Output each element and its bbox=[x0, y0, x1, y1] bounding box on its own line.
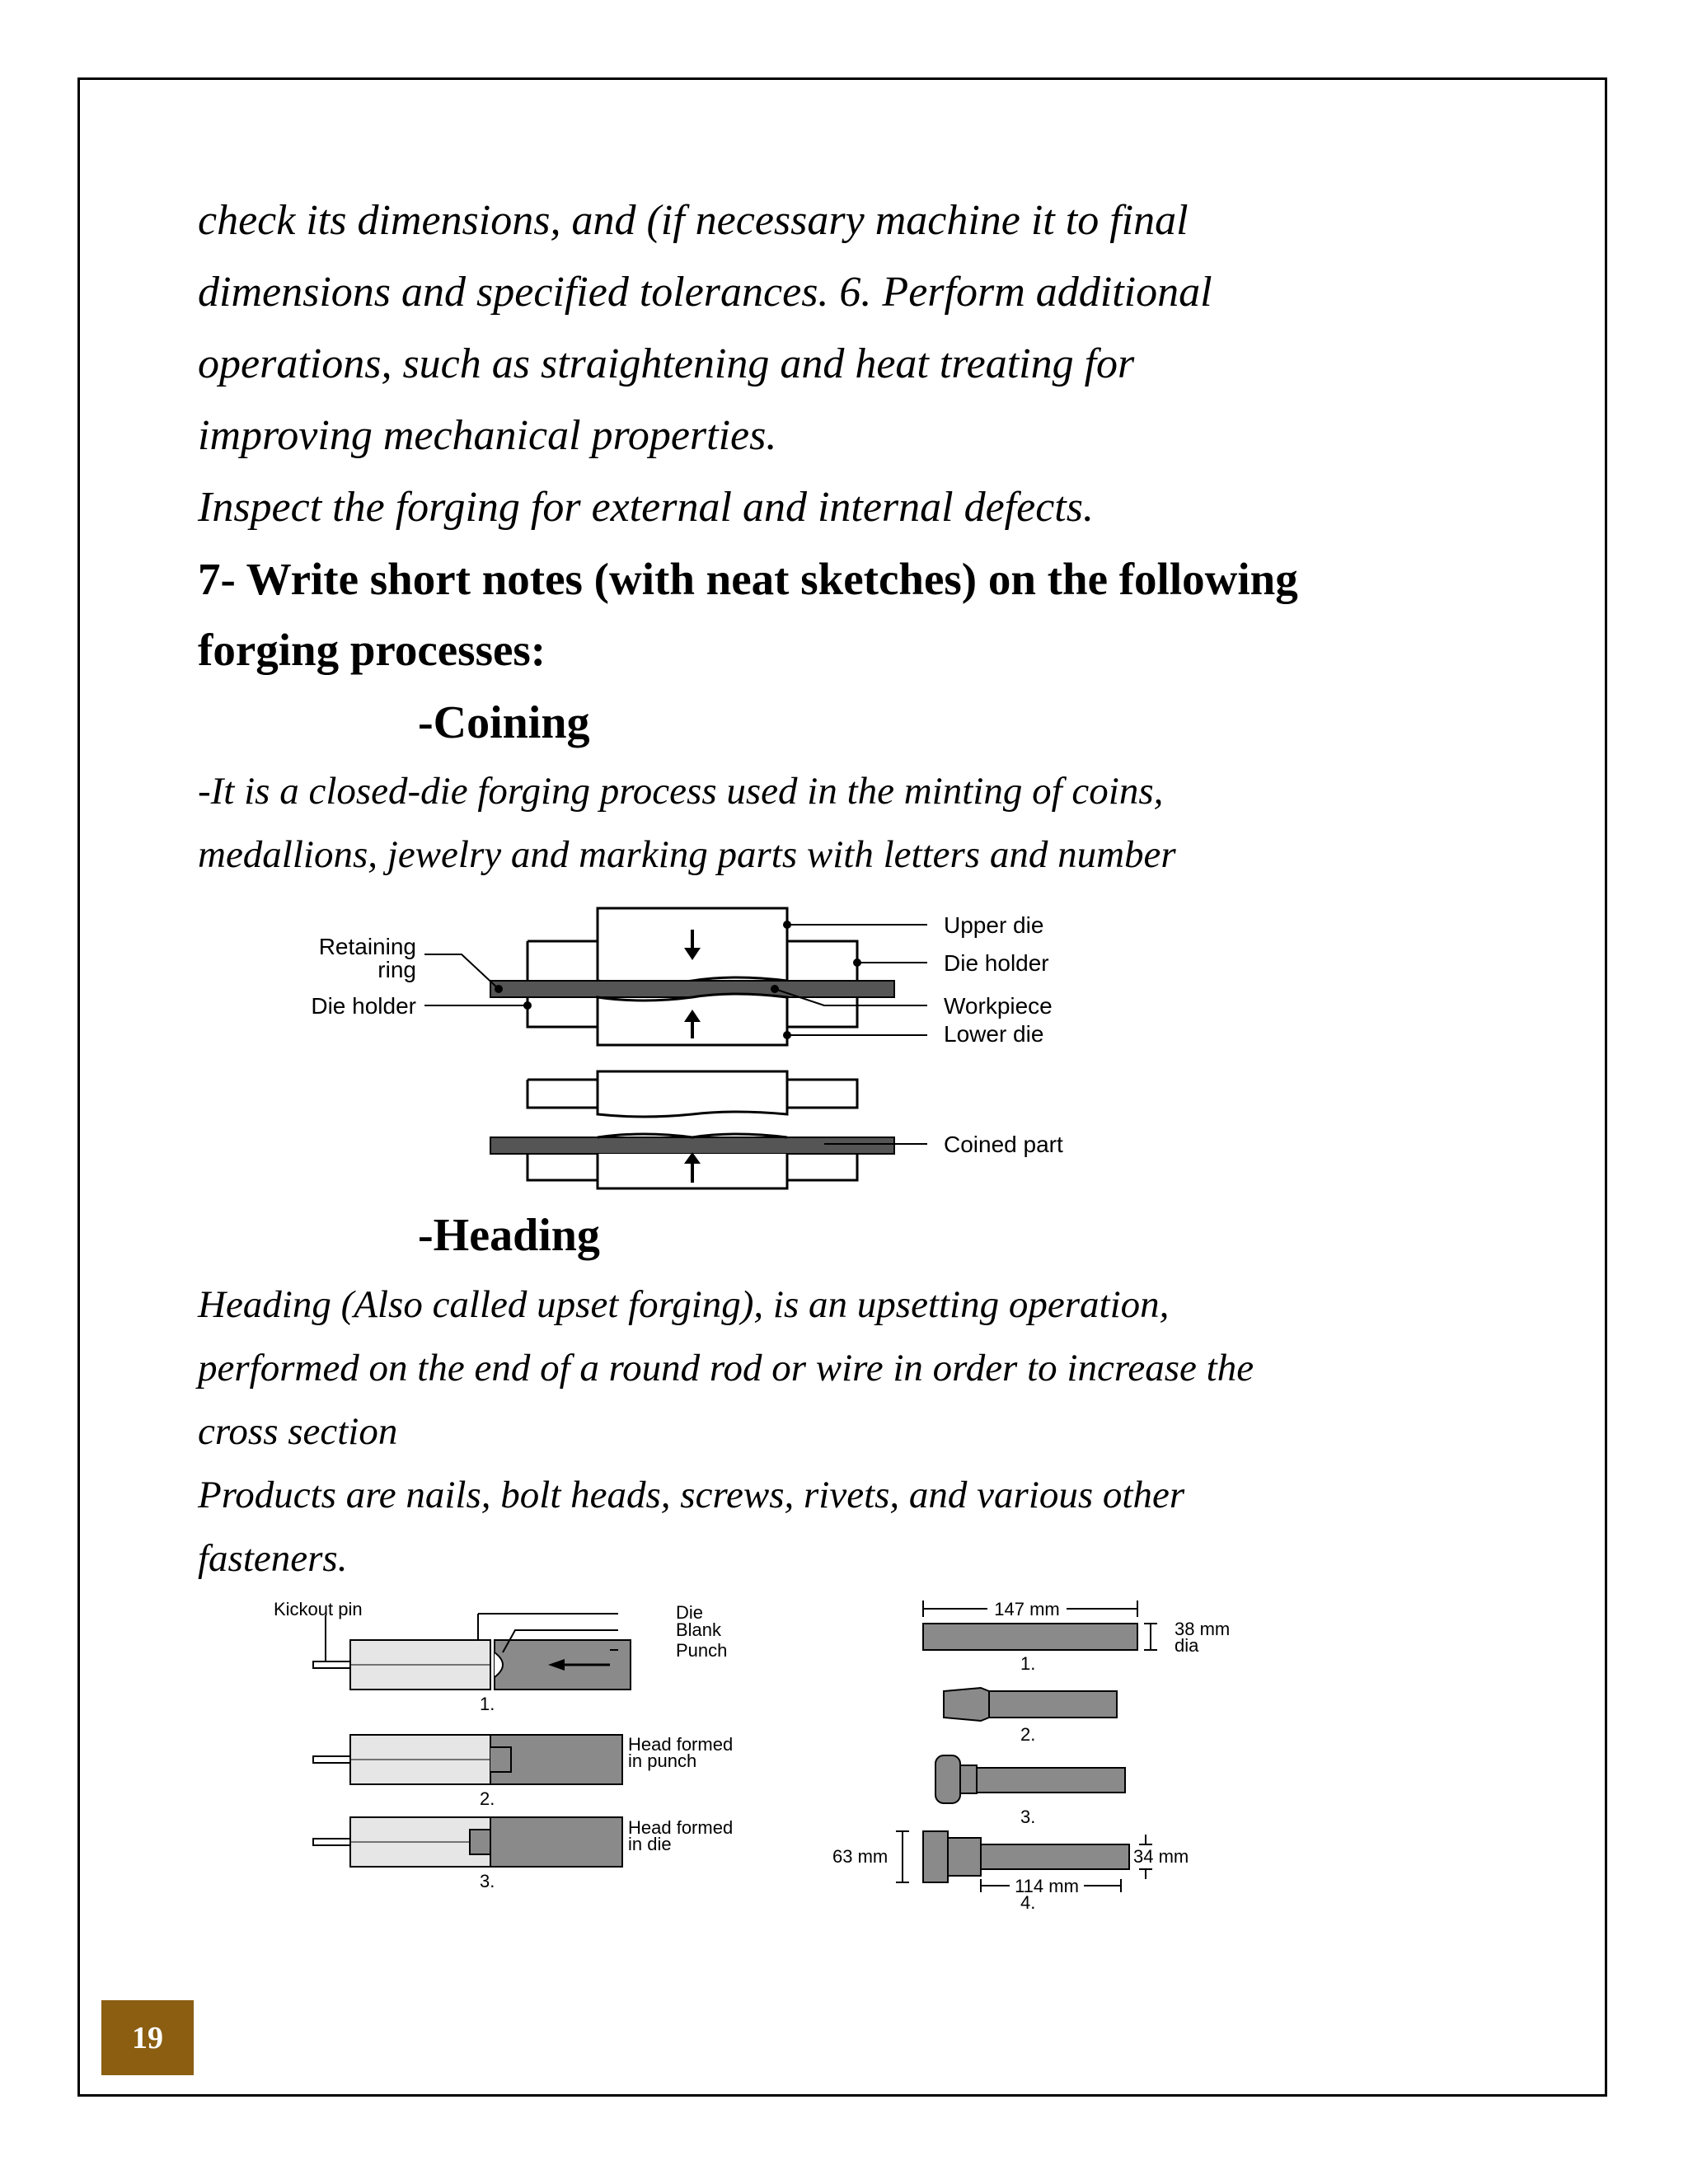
heading-line: cross section bbox=[198, 1410, 398, 1453]
heading-line: Heading (Also called upset forging), is an upsetting operation, bbox=[198, 1283, 1170, 1326]
step-label: 1. bbox=[480, 1694, 495, 1714]
label-head-die-1: Head formed bbox=[628, 1817, 734, 1838]
coining-diagram bbox=[247, 898, 1154, 1195]
dim-38: 38 mm bbox=[1175, 1619, 1231, 1639]
step-label: 4. bbox=[1020, 1892, 1036, 1913]
step-label: 1. bbox=[1020, 1653, 1036, 1674]
heading-line: fasteners. bbox=[198, 1537, 348, 1580]
dim-34: 34 mm bbox=[1133, 1846, 1189, 1867]
dim-63: 63 mm bbox=[832, 1846, 889, 1867]
heading-heading: -Heading bbox=[418, 1210, 600, 1261]
label-lower-die: Lower die bbox=[944, 1021, 1044, 1047]
label-kickout-pin: Kickout pin bbox=[274, 1599, 363, 1619]
dim-147: 147 mm bbox=[994, 1599, 1060, 1619]
label-head-punch-2: in punch bbox=[628, 1750, 697, 1771]
label-blank: Blank bbox=[676, 1619, 722, 1640]
heading-line: Products are nails, bolt heads, screws, rivets, and various other bbox=[198, 1474, 1185, 1516]
heading-process-diagram bbox=[264, 1599, 791, 1912]
coining-line: medallions, jewelry and marking parts with letters and number bbox=[198, 833, 1176, 876]
page-number: 19 bbox=[101, 2000, 194, 2075]
step-label: 3. bbox=[480, 1871, 495, 1891]
coining-line: -It is a closed-die forging process used in the minting of coins, bbox=[198, 770, 1164, 813]
question-line: forging processes: bbox=[198, 625, 546, 675]
coining-heading: -Coining bbox=[418, 697, 590, 748]
label-head-punch-1: Head formed bbox=[628, 1734, 734, 1755]
heading-line: performed on the end of a round rod or wire in order to increase the bbox=[198, 1347, 1254, 1390]
label-die-holder-left: Die holder bbox=[311, 993, 416, 1019]
body-line: dimensions and specified tolerances. 6. Perform additional bbox=[198, 269, 1212, 316]
label-die-holder-right: Die holder bbox=[944, 950, 1049, 976]
label-coined-part: Coined part bbox=[944, 1132, 1063, 1157]
label-punch: Punch bbox=[676, 1640, 728, 1661]
label-die: Die bbox=[676, 1602, 704, 1623]
label-ring: ring bbox=[377, 957, 416, 982]
dim-114: 114 mm bbox=[1015, 1876, 1079, 1896]
body-line: Inspect the forging for external and internal defects. bbox=[198, 484, 1094, 531]
body-line: check its dimensions, and (if necessary machine it to final bbox=[198, 197, 1189, 244]
label-head-die-2: in die bbox=[628, 1834, 672, 1854]
dim-dia: dia bbox=[1175, 1635, 1199, 1656]
label-retaining: Retaining bbox=[318, 934, 416, 959]
label-upper-die: Upper die bbox=[944, 912, 1044, 938]
label-workpiece: Workpiece bbox=[944, 993, 1053, 1019]
step-label: 2. bbox=[480, 1788, 495, 1809]
body-line: operations, such as straightening and heat treating for bbox=[198, 340, 1135, 387]
step-label: 3. bbox=[1020, 1807, 1036, 1827]
body-line: improving mechanical properties. bbox=[198, 412, 777, 459]
question-line: 7- Write short notes (with neat sketches) on the following bbox=[198, 554, 1298, 604]
step-label: 2. bbox=[1020, 1724, 1036, 1745]
heading-dimensions-diagram bbox=[824, 1599, 1286, 1929]
